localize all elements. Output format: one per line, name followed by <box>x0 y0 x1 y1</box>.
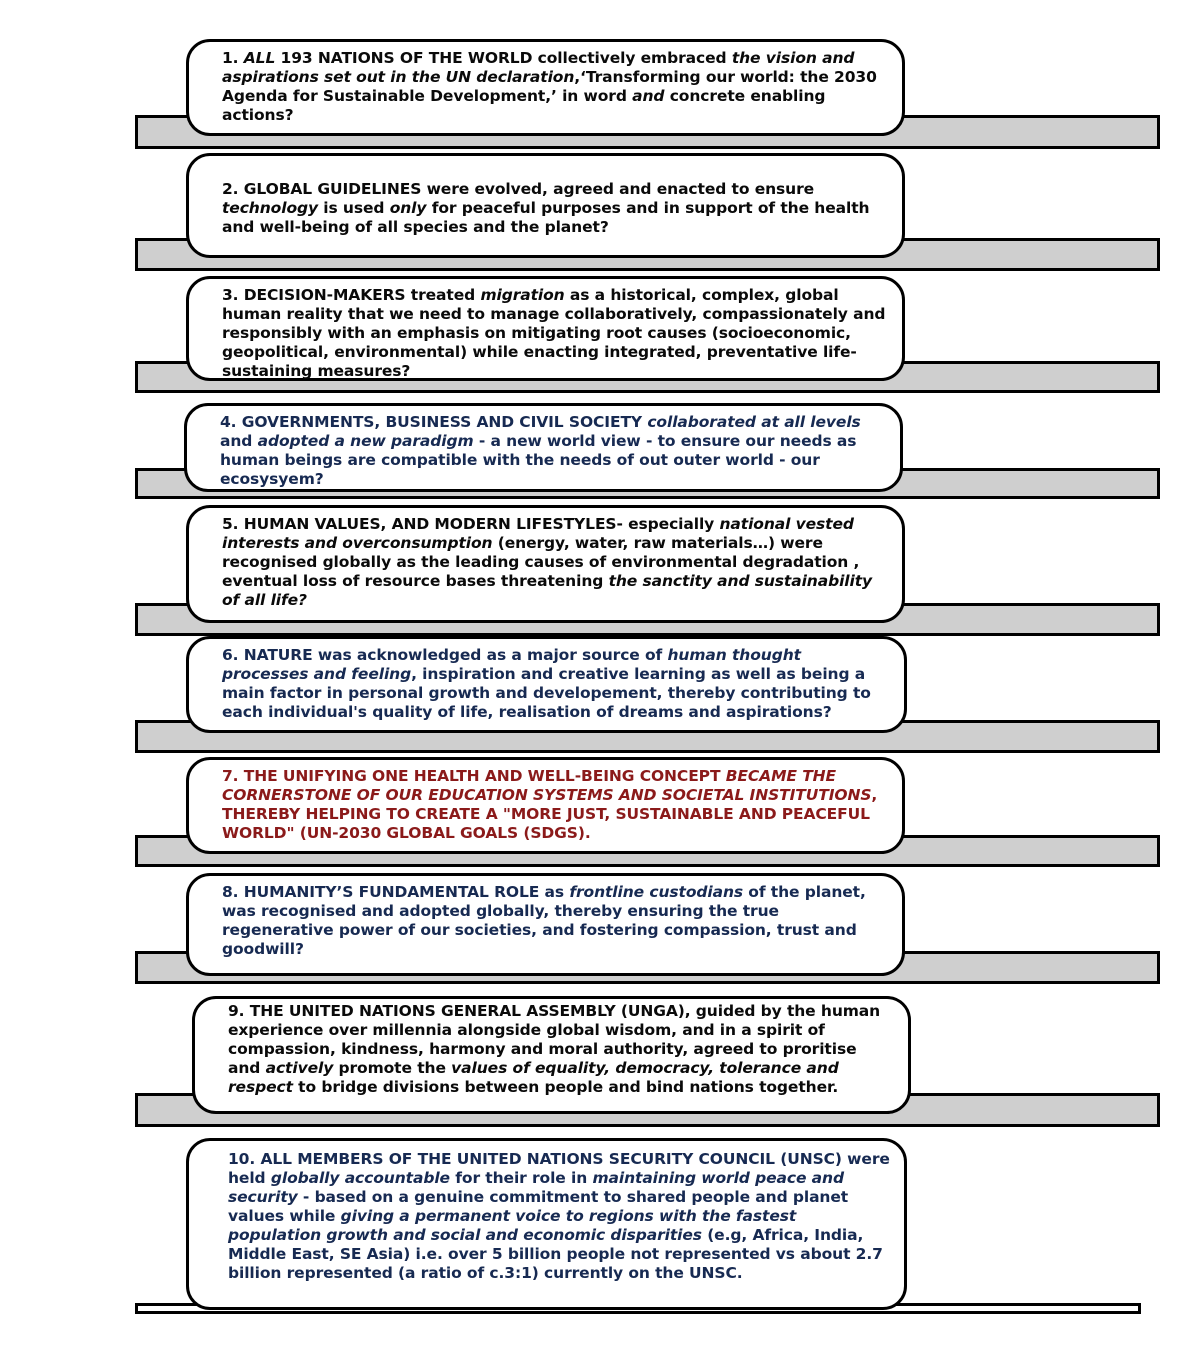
question-box-7 <box>186 757 905 854</box>
q1-text: 1. ALL 193 NATIONS OF THE WORLD collectively embraced the vision and aspirations set out in the UN declaration,‘Transforming our world: the 2030 Agenda for Sustainable Development,’ in word and concrete enabling actions? <box>222 49 877 124</box>
q3-text: 3. DECISION-MAKERS treated migration as a historical, complex, global human reality that we need to manage collaboratively, compassionately and responsibly with an emphasis on mitigating root causes (socioeconomic, geopolitical, environmental) while enacting integrated, preventative life-sustaining measures? <box>222 286 886 380</box>
question-box-1 <box>186 39 905 136</box>
question-box-6 <box>186 636 907 733</box>
question-box-9 <box>192 996 911 1114</box>
question-box-5 <box>186 505 905 623</box>
q6-text: 6. NATURE was acknowledged as a major source of human thought processes and feeling, inspiration and creative learning as well as being a main factor in personal growth and developement, thereby contributing to each individual's quality of life, realisation of dreams and aspirations? <box>222 646 871 721</box>
q7-text: 7. THE UNIFYING ONE HEALTH AND WELL-BEING CONCEPT BECAME THE CORNERSTONE OF OUR EDUCATION SYSTEMS AND SOCIETAL INSTITUTIONS, THEREBY HELPING TO CREATE A "MORE JUST, SUSTAINABLE AND PEACEFUL WORLD" (UN-2030 GLOBAL GOALS (SDGS). <box>222 767 878 842</box>
q10-text: 10. ALL MEMBERS OF THE UNITED NATIONS SECURITY COUNCIL (UNSC) were held globally accountable for their role in maintaining world peace and security - based on a genuine commitment to shared people and planet values while giving a permanent voice to regions with the fastest population growth and social and economic disparities (e.g, Africa, India, Middle East, SE Asia) i.e. over 5 billion people not represented vs about 2.7 billion represented (a ratio of c.3:1) currently on the UNSC. <box>228 1150 890 1282</box>
question-box-3 <box>186 276 905 381</box>
question-box-8 <box>186 873 905 976</box>
q8-text: 8. HUMANITY’S FUNDAMENTAL ROLE as frontline custodians of the planet, was recognised and adopted globally, thereby ensuring the true regenerative power of our societies, and fostering compassion, trust and goodwill? <box>222 883 866 958</box>
q9-text: 9. THE UNITED NATIONS GENERAL ASSEMBLY (UNGA), guided by the human experience over millennia alongside global wisdom, and in a spirit of compassion, kindness, harmony and moral authority, agreed to proritise and actively promote the values of equality, democracy, tolerance and respect to bridge divisions between people and bind nations together. <box>228 1002 881 1096</box>
question-box-2 <box>186 153 905 258</box>
question-box-10 <box>186 1138 907 1310</box>
question-box-4 <box>184 403 903 492</box>
q4-text: 4. GOVERNMENTS, BUSINESS AND CIVIL SOCIETY collaborated at all levels and adopted a new paradigm - a new world view - to ensure our needs as human beings are compatible with the needs of out outer world - our ecosysyem? <box>220 413 861 488</box>
q5-text: 5. HUMAN VALUES, AND MODERN LIFESTYLES- especially national vested interests and overconsumption (energy, water, raw materials…) were recognised globally as the leading causes of environmental degradation , eventual loss of resource bases threatening the sanctity and sustainability of all life? <box>222 515 873 609</box>
q2-text: 2. GLOBAL GUIDELINES were evolved, agreed and enacted to ensure technology is used only for peaceful purposes and in support of the health and well-being of all species and the planet? <box>222 180 870 236</box>
